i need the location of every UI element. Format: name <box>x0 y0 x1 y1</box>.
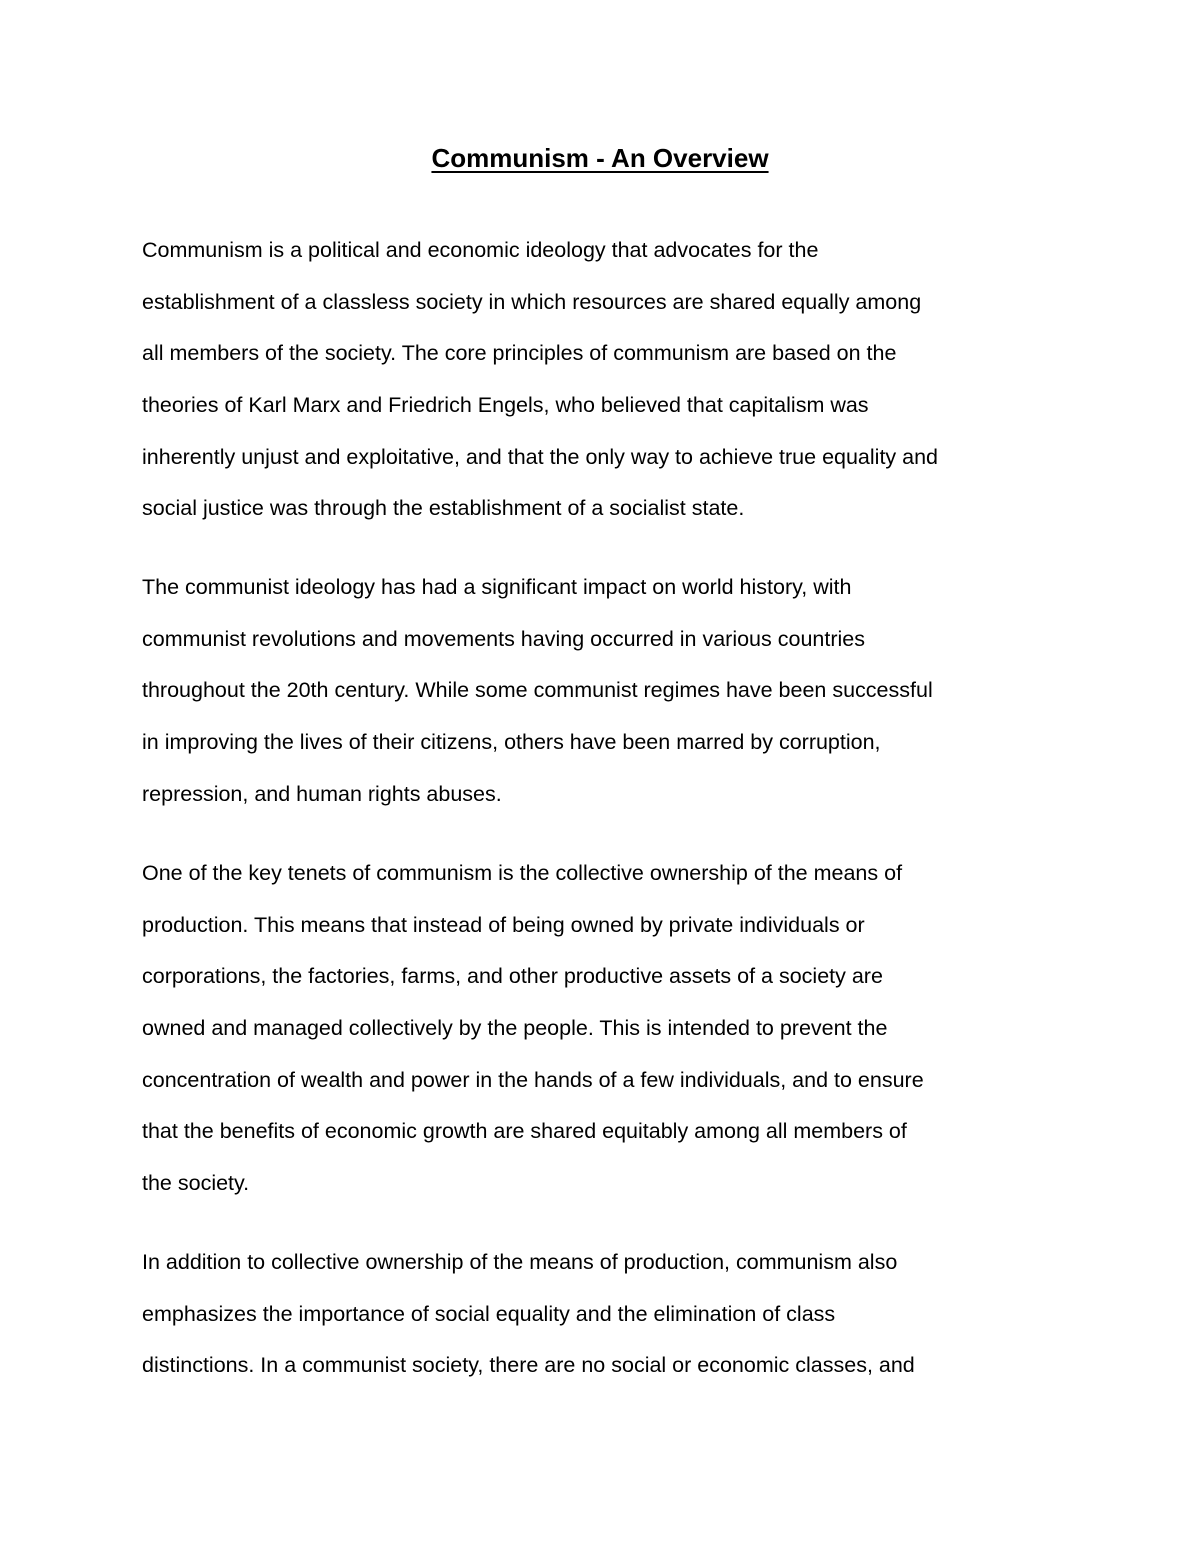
paragraph-line: production. This means that instead of being owned by private individuals or <box>142 912 865 937</box>
paragraph-line: in improving the lives of their citizens, others have been marred by corruption, <box>142 730 881 755</box>
paragraph-line: emphasizes the importance of social equality and the elimination of class <box>142 1301 836 1326</box>
paragraph-line: One of the key tenets of communism is the collective ownership of the means of <box>142 861 903 885</box>
paragraph-line: theories of Karl Marx and Friedrich Engels, who believed that capitalism was <box>142 393 869 418</box>
paragraph-line: The communist ideology has had a significant impact on world history, with <box>142 575 852 599</box>
paragraph-line: concentration of wealth and power in the hands of a few individuals, and to ensure <box>142 1067 924 1092</box>
paragraph-line: all members of the society. The core principles of communism are based on the <box>142 341 897 366</box>
page-title: Communism - An Overview <box>431 143 769 173</box>
paragraph-3 <box>142 848 1062 1210</box>
paragraph-2 <box>142 562 1062 820</box>
paragraph-line: distinctions. In a communist society, there are no social or economic classes, and <box>142 1353 915 1378</box>
paragraph-4 <box>142 1237 1062 1392</box>
paragraph-line: throughout the 20th century. While some communist regimes have been successful <box>142 678 933 703</box>
paragraph-1 <box>142 225 1062 535</box>
paragraph-line: establishment of a classless society in which resources are shared equally among <box>142 289 922 314</box>
paragraph-line: corporations, the factories, farms, and other productive assets of a society are <box>142 964 883 989</box>
paragraph-line: communist revolutions and movements having occurred in various countries <box>142 626 865 651</box>
paragraph-line: social justice was through the establishment of a socialist state. <box>142 496 745 521</box>
paragraph-line: the society. <box>142 1171 250 1196</box>
paragraph-line: repression, and human rights abuses. <box>142 781 502 806</box>
paragraph-line: Communism is a political and economic ideology that advocates for the <box>142 238 819 262</box>
paragraph-line: inherently unjust and exploitative, and that the only way to achieve true equality and <box>142 444 939 469</box>
paragraph-line: owned and managed collectively by the people. This is intended to prevent the <box>142 1016 888 1041</box>
paragraph-line: that the benefits of economic growth are shared equitably among all members of <box>142 1119 907 1144</box>
paragraph-line: In addition to collective ownership of the means of production, communism also <box>142 1250 898 1274</box>
